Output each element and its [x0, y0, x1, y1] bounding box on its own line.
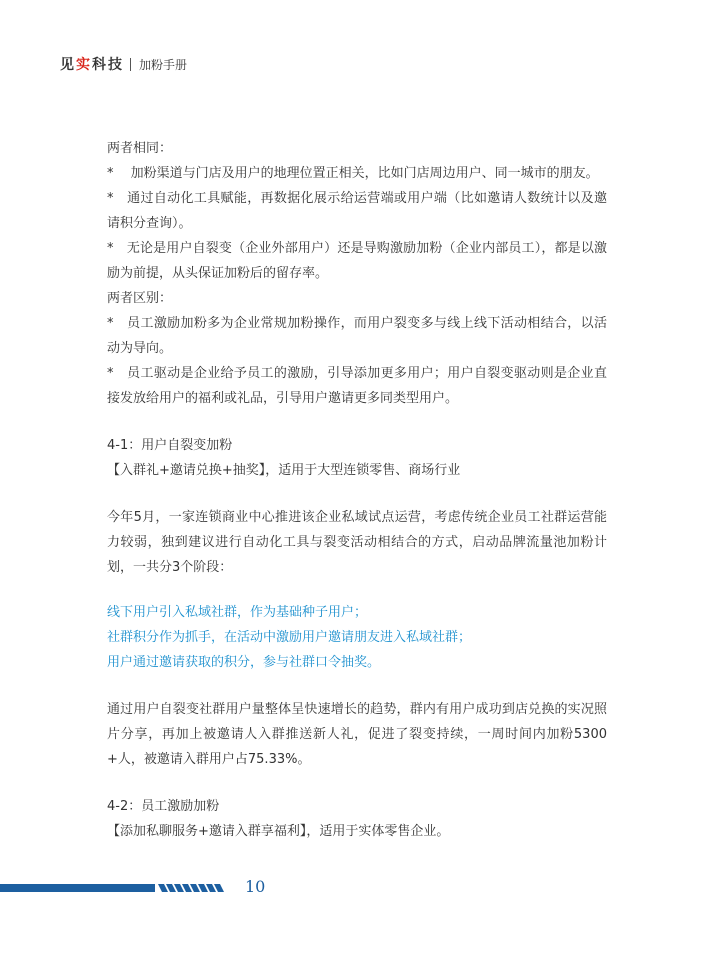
similarity-item-1: * 加粉渠道与门店及用户的地理位置正相关，比如门店周边用户、同一城市的朋友。: [107, 166, 599, 181]
brand-logo: 见实科技: [60, 57, 124, 73]
stage-item-2: 社群积分作为抓手，在活动中激励用户邀请朋友进入私域社群；: [107, 630, 472, 645]
section-4-2-title: 4-2：员工激励加粉: [107, 799, 220, 814]
difference-item-1: * 员工激励加粉多为企业常规加粉操作，而用户裂变多与线上线下活动相结合，以活动为导向。: [107, 316, 607, 356]
header-divider: [130, 58, 131, 71]
difference-item-2: * 员工驱动是企业给予员工的激励，引导添加更多用户；用户自裂变驱动则是企业直接发放给用户的福利或礼品，引导用户邀请更多同类型用户。: [107, 366, 607, 406]
page-number: 10: [245, 877, 266, 896]
stage-item-1: 线下用户引入私域社群，作为基础种子用户；: [107, 605, 368, 620]
footer-stripe-decoration: [0, 876, 710, 906]
heading-differences: 两者区别：: [107, 291, 173, 306]
main-content: [107, 136, 607, 844]
heading-similarities: 两者相同：: [107, 141, 173, 156]
section-4-1-title: 4-1：用户自裂变加粉: [107, 438, 233, 453]
header-subtitle: 加粉手册: [139, 57, 188, 72]
result-paragraph: 通过用户自裂变社群用户量整体呈快速增长的趋势，群内有用户成功到店兑换的实况照片分享，再加上被邀请人入群推送新人礼，促进了裂变持续，一周时间内加粉5300+人，被邀请入群用户占75.33%。: [107, 702, 607, 767]
stage-item-3: 用户通过邀请获取的积分，参与社群口令抽奖。: [107, 655, 381, 670]
section-4-1-subtitle: 【入群礼+邀请兑换+抽奖】，适用于大型连锁零售、商场行业: [107, 463, 461, 478]
similarity-item-3: * 无论是用户自裂变（企业外部用户）还是导购激励加粉（企业内部员工），都是以激励为前提，从头保证加粉后的留存率。: [107, 241, 607, 281]
case-intro-paragraph: 今年5月，一家连锁商业中心推进该企业私域试点运营，考虑传统企业员工社群运营能力较弱，独到建议进行自动化工具与裂变活动相结合的方式，启动品牌流量池加粉计划，一共分3个阶段：: [107, 510, 607, 575]
section-4-2-subtitle: 【添加私聊服务+邀请入群享福利】，适用于实体零售企业。: [107, 824, 450, 839]
page-header: [60, 54, 187, 74]
similarity-item-2: * 通过自动化工具赋能，再数据化展示给运营端或用户端（比如邀请人数统计以及邀请积分查询）。: [107, 191, 607, 231]
